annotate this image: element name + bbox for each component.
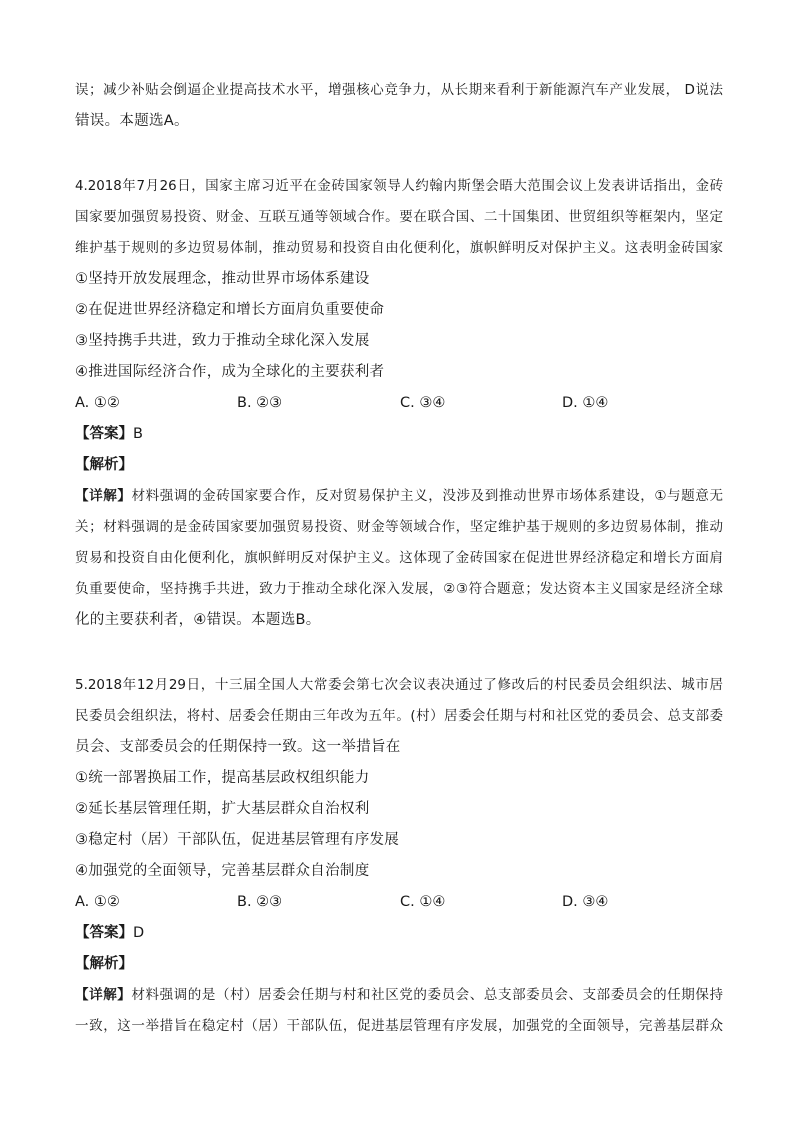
- detail-label: 【详解】: [75, 987, 132, 1003]
- text-line: [75, 980, 723, 1011]
- text-line: 负重要使命，坚持携手共进，致力于推动全球化深入发展，②③符合题意；发达资本主义国家是经济全球: [75, 581, 723, 597]
- previous-answer-continuation: [75, 75, 723, 137]
- answer-label: 【答案】: [75, 925, 133, 941]
- question-5-items: [75, 763, 723, 887]
- list-item: ②在促进世界经济稳定和增长方面肩负重要使命: [75, 302, 385, 318]
- question-5-stem: [75, 670, 723, 763]
- question-4-options: [75, 388, 723, 419]
- option-c: C. ①④: [400, 894, 446, 910]
- option-a: A. ①②: [75, 894, 120, 910]
- question-5-detail: [75, 980, 723, 1042]
- text-line: 错误。本题选A。: [75, 113, 189, 129]
- question-5-analysis-label: 【解析】: [75, 956, 133, 972]
- text-line: 误；减少补贴会倒逼企业提高技术水平，增强核心竞争力，从长期来看利于新能源汽车产业发展， D说法: [75, 82, 723, 98]
- detail-text: 材料强调的金砖国家要合作，反对贸易保护主义，没涉及到推动世界市场体系建设，①与题意无: [131, 488, 723, 504]
- option-b: B. ②③: [237, 894, 283, 910]
- question-4-items: [75, 264, 723, 388]
- answer-label: 【答案】: [75, 426, 133, 442]
- text-line: 员会、支部委员会的任期保持一致。这一举措旨在: [75, 739, 401, 755]
- text-line: 一致，这一举措旨在稳定村（居）干部队伍，促进基层管理有序发展，加强党的全面领导，完善基层群众: [75, 1018, 723, 1034]
- list-item: ③稳定村（居）干部队伍，促进基层管理有序发展: [75, 832, 400, 848]
- list-item: ④加强党的全面领导，完善基层群众自治制度: [75, 863, 370, 879]
- detail-text: 材料强调的是（村）居委会任期与村和社区党的委员会、总支部委员会、支部委员会的任期保持: [131, 987, 723, 1003]
- option-c: C. ③④: [400, 395, 446, 411]
- list-item: ①坚持开放发展理念，推动世界市场体系建设: [75, 271, 370, 287]
- question-4-answer: [75, 419, 143, 450]
- text-line: 化的主要获利者，④错误。本题选B。: [75, 612, 321, 628]
- question-5-answer: [75, 918, 144, 949]
- question-4-stem: [75, 171, 723, 264]
- text-line: 贸易和投资自由化便利化，旗帜鲜明反对保护主义。这体现了金砖国家在促进世界经济稳定和增长方面肩: [75, 550, 723, 566]
- text-line: 民委员会组织法，将村、居委会任期由三年改为五年。(村）居委会任期与村和社区党的委员会、总支部委: [75, 709, 723, 724]
- text-line: 维护基于规则的多边贸易体制，推动贸易和投资自由化便利化，旗帜鲜明反对保护主义。这表明金砖国家: [75, 240, 723, 256]
- question-4-analysis-label: 【解析】: [75, 457, 133, 473]
- text-line: 关；材料强调的是金砖国家要加强贸易投资、财金等领域合作，坚定维护基于规则的多边贸易体制，推动: [75, 519, 723, 535]
- list-item: ①统一部署换届工作，提高基层政权组织能力: [75, 770, 370, 786]
- detail-label: 【详解】: [75, 488, 132, 504]
- text-line: [75, 481, 723, 512]
- list-item: ③坚持携手共进，致力于推动全球化深入发展: [75, 333, 370, 349]
- option-b: B. ②③: [237, 395, 283, 411]
- text-line: 5.2018年12月29日，十三届全国人大常委会第七次会议表决通过了修改后的村民委员会组织法、城市居: [75, 677, 723, 693]
- option-d: D. ③④: [562, 894, 609, 910]
- text-line: 4.2018年7月26日，国家主席习近平在金砖国家领导人约翰内斯堡会晤大范围会议上发表讲话指出，金砖: [75, 179, 723, 194]
- question-5-options: [75, 887, 723, 918]
- answer-value: B: [133, 426, 143, 442]
- list-item: ④推进国际经济合作，成为全球化的主要获利者: [75, 364, 385, 380]
- text-line: 国家要加强贸易投资、财金、互联互通等领域合作。要在联合国、二十国集团、世贸组织等框架内，坚定: [75, 209, 723, 225]
- option-a: A. ①②: [75, 395, 120, 411]
- question-4-detail: [75, 481, 723, 636]
- list-item: ②延长基层管理任期，扩大基层群众自治权利: [75, 801, 370, 817]
- answer-value: D: [133, 925, 145, 941]
- option-d: D. ①④: [562, 395, 609, 411]
